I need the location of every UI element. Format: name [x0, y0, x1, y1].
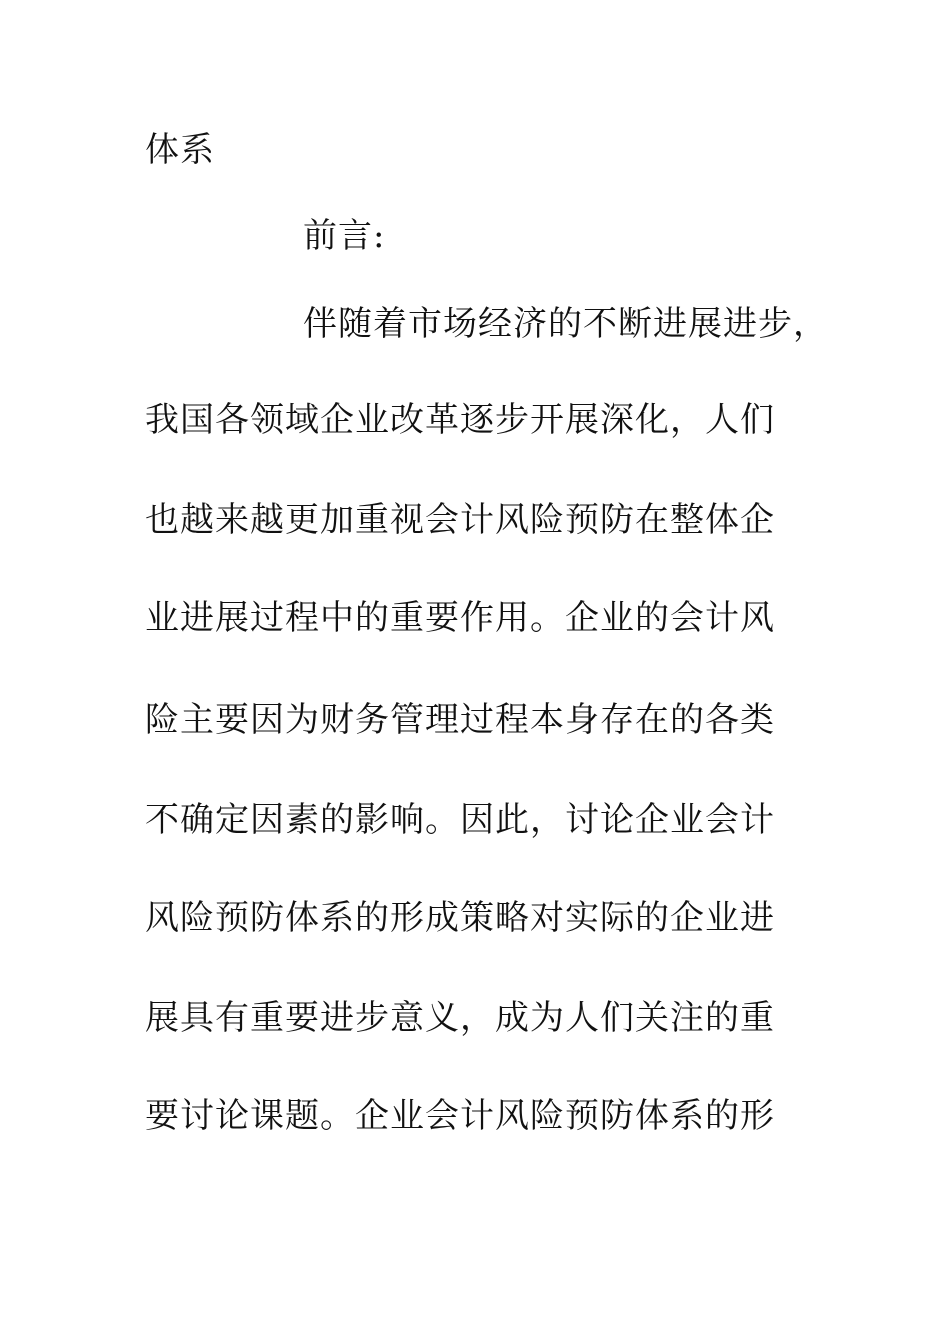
paragraph-line-3: 也越来越更加重视会计风险预防在整体企 [145, 500, 775, 540]
heading-tail: 体系 [145, 130, 215, 170]
paragraph-line-9: 要讨论课题。企业会计风险预防体系的形 [145, 1096, 775, 1136]
paragraph-line-8: 展具有重要进步意义，成为人们关注的重 [145, 998, 775, 1038]
paragraph-line-6: 不确定因素的影响。因此，讨论企业会计 [145, 800, 775, 840]
paragraph-line-5: 险主要因为财务管理过程本身存在的各类 [145, 700, 775, 740]
preface-label: 前言: [303, 216, 386, 256]
paragraph-line-2: 我国各领域企业改革逐步开展深化，人们 [145, 400, 775, 440]
paragraph-line-4: 业进展过程中的重要作用。企业的会计风 [145, 598, 775, 638]
paragraph-line-7: 风险预防体系的形成策略对实际的企业进 [145, 898, 775, 938]
paragraph-line-1: 伴随着市场经济的不断进展进步， [303, 304, 828, 344]
